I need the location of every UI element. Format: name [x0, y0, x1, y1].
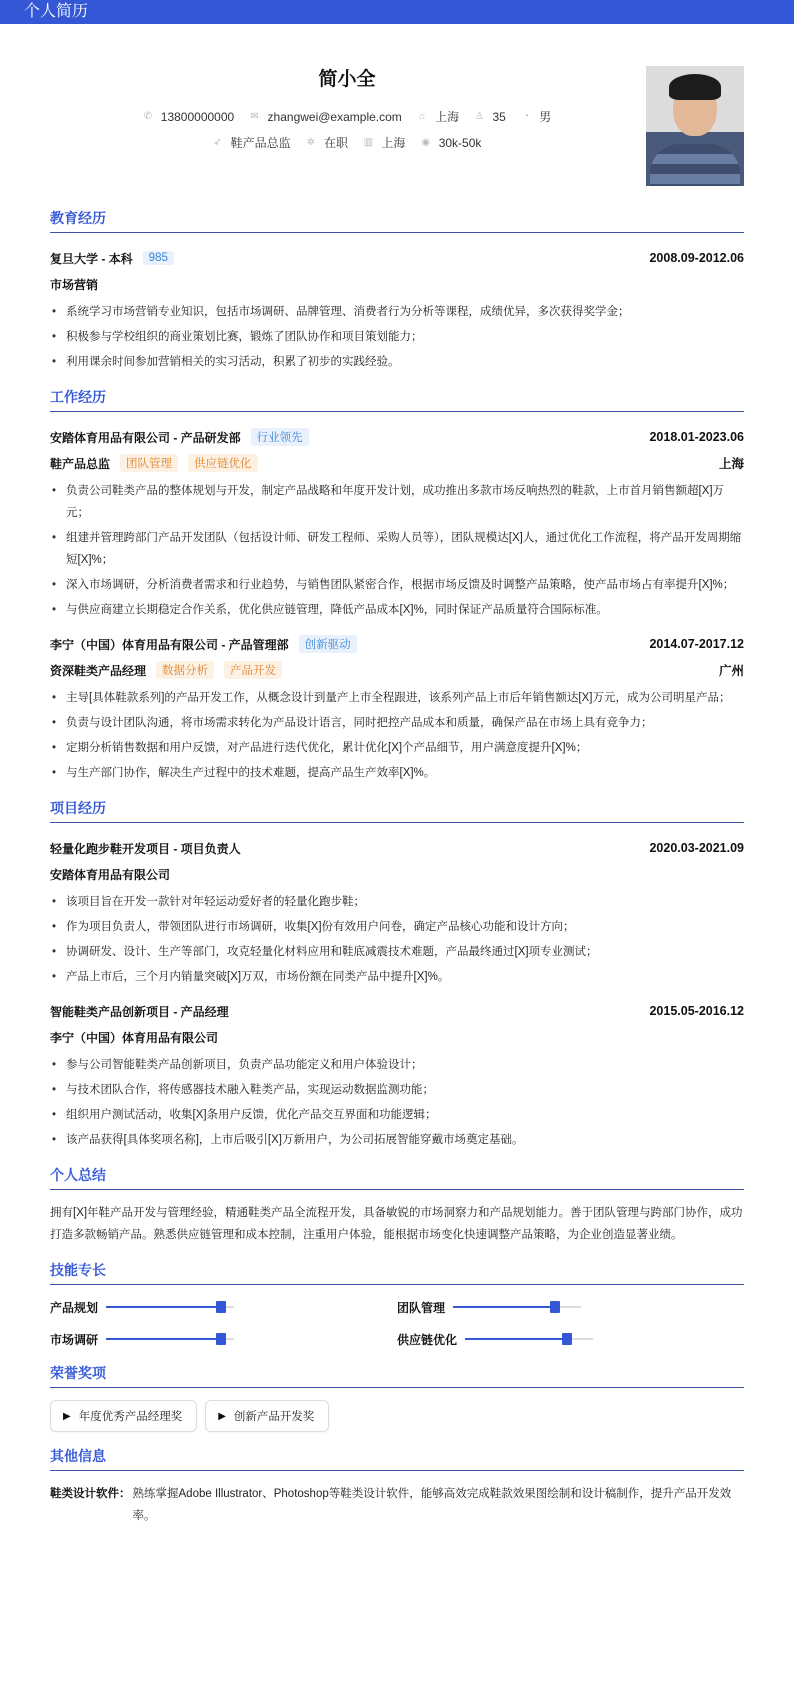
work-bullets [50, 480, 744, 621]
resume-page [0, 24, 794, 1527]
award-button[interactable] [205, 1400, 329, 1432]
job-salary [421, 136, 482, 150]
list-item: • 组织用户测试活动，收集[X]条用户反馈，优化产品交互界面和功能逻辑； [50, 1104, 744, 1126]
major: 市场营销 [50, 277, 99, 292]
profile-photo [646, 66, 744, 186]
list-item: • 与生产部门协作，解决生产过程中的技术难题，提高产品生产效率[X]%。 [50, 762, 744, 784]
triangle-right-icon: ▶ [218, 1410, 226, 1422]
email-text: zhangwei@example.com [267, 109, 402, 124]
section-title-work: 工作经历 [50, 387, 744, 412]
section-title-awards: 荣誉奖项 [50, 1363, 744, 1388]
company-name: 安踏体育用品有限公司 - 产品研发部 [50, 430, 241, 445]
gender-icon: ◔ [523, 111, 530, 122]
list-item: • 负责公司鞋类产品的整体规划与开发，制定产品战略和年度开发计划，成功推出多款市场反响热烈的鞋款，上市首月销售额超[X]万元； [50, 480, 744, 524]
slider-knob[interactable] [216, 1301, 226, 1313]
award-button[interactable] [50, 1400, 197, 1432]
age-icon: ♙ [475, 111, 484, 122]
salary-icon: ◉ [421, 137, 431, 148]
position-text: 鞋产品总监 [230, 136, 291, 150]
skill-tag: 团队管理 [120, 454, 178, 472]
company-tag: 创新驱动 [299, 635, 357, 653]
education-bullets [50, 301, 744, 373]
list-item: • 产品上市后，三个月内销量突破[X]万双，市场份额在同类产品中提升[X]%。 [50, 966, 744, 988]
job-city-text: 上海 [381, 136, 406, 150]
skill-tag: 供应链优化 [188, 454, 258, 472]
work-bullets [50, 687, 744, 784]
awards-section [50, 1363, 744, 1432]
gender-text: 男 [539, 110, 552, 124]
resume-header [50, 24, 744, 194]
project-name: 智能鞋类产品创新项目 - 产品经理 [50, 1004, 229, 1019]
list-item: • 积极参与学校组织的商业策划比赛，锻炼了团队协作和项目策划能力； [50, 326, 744, 348]
phone-text: 13800000000 [160, 109, 235, 124]
list-item: • 与供应商建立长期稳定合作关系，优化供应链管理，降低产品成本[X]%，同时保证产品质量符合国际标准。 [50, 599, 744, 621]
other-text: 熟练掌握Adobe Illustrator、Photoshop等鞋类设计软件，能够高效完成鞋款效果图绘制和设计稿制作，提升产品开发效率。 [132, 1488, 732, 1522]
salary-text: 30k-50k [438, 135, 482, 150]
work-location: 广州 [718, 664, 744, 678]
list-item: • 作为项目负责人，带领团队进行市场调研，收集[X]份有效用户问卷，确定产品核心功能和设计方向； [50, 916, 744, 938]
summary-text: 拥有[X]年鞋产品开发与管理经验，精通鞋类产品全流程开发，具备敏锐的市场洞察力和产品规划能力。善于团队管理与跨部门协作，成功打造多款畅销产品。熟悉供应链管理和成本控制，注重用户体验，能根据市场变化快速调整产品策略，为企业创造显著业绩。 [50, 1207, 743, 1241]
project-bullets [50, 1054, 744, 1151]
project-date: 2020.03-2021.09 [649, 841, 744, 855]
projects-section [50, 798, 744, 1151]
job-role: 资深鞋类产品经理 [50, 663, 147, 678]
project-name: 轻量化跑步鞋开发项目 - 项目负责人 [50, 841, 241, 856]
slider-knob[interactable] [216, 1333, 226, 1345]
contact-row-1 [50, 108, 644, 125]
education-date: 2008.09-2012.06 [649, 251, 744, 265]
award-label: 年度优秀产品经理奖 [78, 1411, 183, 1423]
list-item: • 与技术团队合作，将传感器技术融入鞋类产品，实现运动数据监测功能； [50, 1079, 744, 1101]
list-item: • 主导[具体鞋款系列]的产品开发工作，从概念设计到量产上市全程跟进，该系列产品上市后年销售额达[X]万元，成为公司明星产品； [50, 687, 744, 709]
skill-item [50, 1297, 397, 1317]
work-date: 2014.07-2017.12 [649, 637, 744, 651]
slider-knob[interactable] [550, 1301, 560, 1313]
list-item: • 定期分析销售数据和用户反馈，对产品进行迭代优化，累计优化[X]个产品细节，用户满意度提升[X]%； [50, 737, 744, 759]
status-text: 在职 [323, 136, 348, 150]
status-icon: ✲ [306, 137, 316, 148]
list-item: • 参与公司智能鞋类产品创新项目，负责产品功能定义和用户体验设计； [50, 1054, 744, 1076]
section-title-summary: 个人总结 [50, 1165, 744, 1190]
skills-grid [50, 1297, 744, 1349]
work-section [50, 387, 744, 784]
list-item: • 该产品获得[具体奖项名称]，上市后吸引[X]万新用户，为公司拓展智能穿戴市场奠定基础。 [50, 1129, 744, 1151]
other-label: 鞋类设计软件： [50, 1488, 131, 1500]
mail-icon: ✉ [250, 111, 259, 122]
project-company: 安踏体育用品有限公司 [50, 867, 171, 882]
skill-slider[interactable] [465, 1338, 593, 1340]
project-entry [50, 835, 744, 988]
work-entry [50, 631, 744, 784]
list-item: • 组建并管理跨部门产品开发团队（包括设计师、研发工程师、采购人员等），团队规模达[X]人，通过优化工作流程，将产品开发周期缩短[X]%； [50, 527, 744, 571]
candidate-name: 简小全 [318, 69, 376, 90]
triangle-right-icon: ▶ [63, 1410, 71, 1422]
slider-knob[interactable] [562, 1333, 572, 1345]
project-date: 2015.05-2016.12 [649, 1004, 744, 1018]
skill-item [397, 1297, 744, 1317]
list-item: • 深入市场调研，分析消费者需求和行业趋势，与销售团队紧密合作，根据市场反馈及时调整产品策略，使产品市场占有率提升[X]%； [50, 574, 744, 596]
education-section [50, 208, 744, 373]
contact-gender [521, 108, 551, 125]
award-label: 创新产品开发奖 [233, 1411, 315, 1423]
contact-email [250, 110, 402, 124]
contact-city [417, 108, 459, 125]
skill-label: 供应链优化 [397, 1332, 458, 1347]
education-entry [50, 245, 744, 373]
contact-age [475, 110, 506, 124]
skill-label: 产品规划 [50, 1300, 99, 1315]
work-location: 上海 [718, 457, 744, 471]
skill-slider[interactable] [106, 1306, 234, 1308]
awards-list [50, 1400, 744, 1432]
summary-section [50, 1165, 744, 1246]
section-title-skills: 技能专长 [50, 1260, 744, 1285]
page-title-bar [0, 0, 794, 24]
list-item: • 负责与设计团队沟通，将市场需求转化为产品设计语言，同时把控产品成本和质量，确保产品在市场上具有竞争力； [50, 712, 744, 734]
job-city [363, 134, 405, 151]
skill-tag: 产品开发 [224, 661, 282, 679]
skill-slider[interactable] [106, 1338, 234, 1340]
project-company: 李宁（中国）体育用品有限公司 [50, 1030, 219, 1045]
project-bullets [50, 891, 744, 988]
company-name: 李宁（中国）体育用品有限公司 - 产品管理部 [50, 637, 289, 652]
phone-icon: ✆ [143, 111, 152, 122]
contact-row-2 [50, 134, 644, 151]
section-title-projects: 项目经历 [50, 798, 744, 823]
section-title-other: 其他信息 [50, 1446, 744, 1471]
position-icon: ➶ [213, 137, 222, 148]
skill-label: 团队管理 [397, 1300, 446, 1315]
list-item: • 该项目旨在开发一款针对年轻运动爱好者的轻量化跑步鞋； [50, 891, 744, 913]
skill-item [50, 1329, 397, 1349]
home-icon: ⌂ [419, 111, 426, 122]
job-role: 鞋产品总监 [50, 456, 111, 471]
skill-item [397, 1329, 744, 1349]
section-title-education: 教育经历 [50, 208, 744, 233]
job-position [213, 134, 291, 151]
building-icon: ▥ [363, 137, 374, 148]
city-text: 上海 [435, 110, 460, 124]
contact-phone [143, 110, 234, 124]
company-tag: 行业领先 [251, 428, 309, 446]
project-entry [50, 998, 744, 1151]
job-status [306, 134, 348, 151]
skill-slider[interactable] [453, 1306, 581, 1308]
school-name: 复旦大学 - 本科 [50, 251, 133, 266]
list-item: • 系统学习市场营销专业知识，包括市场调研、品牌管理、消费者行为分析等课程，成绩优异，多次获得奖学金； [50, 301, 744, 323]
work-date: 2018.01-2023.06 [649, 430, 744, 444]
list-item: • 协调研发、设计、生产等部门，攻克轻量化材料应用和鞋底减震技术难题，产品最终通过[X]项专业测试； [50, 941, 744, 963]
school-tag: 985 [143, 251, 174, 265]
page-title: 个人简历 [24, 3, 89, 20]
other-section [50, 1446, 744, 1527]
work-entry [50, 424, 744, 621]
other-item [50, 1483, 744, 1527]
skill-tag: 数据分析 [156, 661, 214, 679]
skill-label: 市场调研 [50, 1332, 99, 1347]
skills-section [50, 1260, 744, 1349]
age-text: 35 [492, 109, 506, 124]
list-item: • 利用课余时间参加营销相关的实习活动，积累了初步的实践经验。 [50, 351, 744, 373]
